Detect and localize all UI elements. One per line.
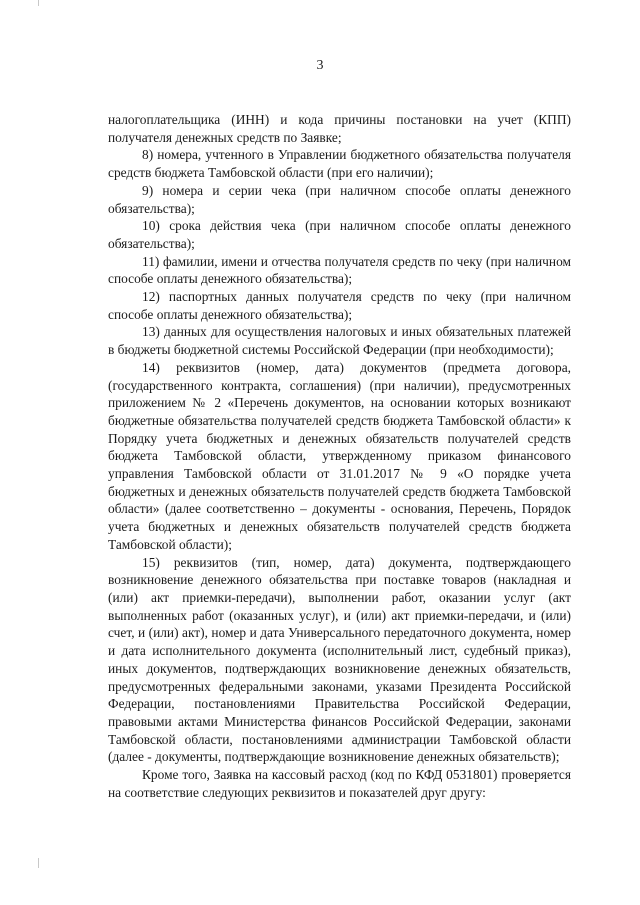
paragraph-closing: Кроме того, Заявка на кассовый расход (код по КФД 0531801) проверяется на соответствие следующих реквизитов и показателей друг другу: (108, 767, 571, 800)
margin-mark-top (38, 0, 39, 6)
paragraph-item-8: 8) номера, учтенного в Управлении бюджетного обязательства получателя средств бюджета Тамбовской области (при его наличии); (108, 147, 571, 181)
paragraph-item-12: 12) паспортных данных получателя средств по чеку (при наличном способе оплаты денежного обязательства); (108, 289, 571, 322)
paragraph-item-14: 14) реквизитов (номер, дата) документов (предмета договора, (государственного контракта, соглашения) (при наличии), предусмотренных приложением № 2 «Перечень документов, на основании которых возникают бюджетные обязательства получателей средств бюджета Тамбовской области» к Порядку учета бюджетных и денежных обязательств получателей средств бюджета Тамбовской области, утвержденному приказом финансового управления Тамбовской области от 31.01.2017 № 9 «О порядке учета бюджетных и денежных обязательств получателей средств бюджета Тамбовской области» (далее соответственно – документы - основания, Перечень, Порядок учета бюджетных и денежных обязательств получателей средств бюджета Тамбовской области); (108, 359, 571, 552)
paragraph-item-15: 15) реквизитов (тип, номер, дата) документа, подтверждающего возникновение денежного обязательства при поставке товаров (накладная и (или) акт приемки-передачи), выполнении работ, оказании услуг (акт выполненных работ (оказанных услуг), и (или) акт приемки-передачи, и (или) счет, и (или) акт), номер и дата Универсального передаточного документа, номер и дата исполнительного документа (исполнительный лист, судебный приказ), иных документов, подтверждающих возникновение денежных обязательств, предусмотренных федеральными законами, указами Президента Российской Федерации, постановлениями Правительства Российской Федерации, правовыми актами Министерства финансов Российской Федерации, законами Тамбовской области, постановлениями администрации Тамбовской области (далее - документы, подтверждающие возникновение денежных обязательств); (108, 554, 571, 765)
paragraph-item-11: 11) фамилии, имени и отчества получателя средств по чеку (при наличном способе оплаты денежного обязательства); (108, 253, 571, 287)
paragraph-continuation: налогоплательщика (ИНН) и кода причины постановки на учет (КПП) получателя денежных средств по Заявке; (108, 112, 571, 145)
page-number: 3 (316, 58, 324, 73)
paragraph-item-10: 10) срока действия чека (при наличном способе оплаты денежного обязательства); (108, 218, 571, 251)
paragraph-item-13: 13) данных для осуществления налоговых и иных обязательных платежей в бюджеты бюджетной системы Российской Федерации (при необходимости); (108, 324, 571, 358)
margin-mark-bottom (38, 858, 39, 868)
paragraph-item-9: 9) номера и серии чека (при наличном способе оплаты денежного обязательства); (108, 182, 571, 216)
document-body (108, 111, 571, 801)
